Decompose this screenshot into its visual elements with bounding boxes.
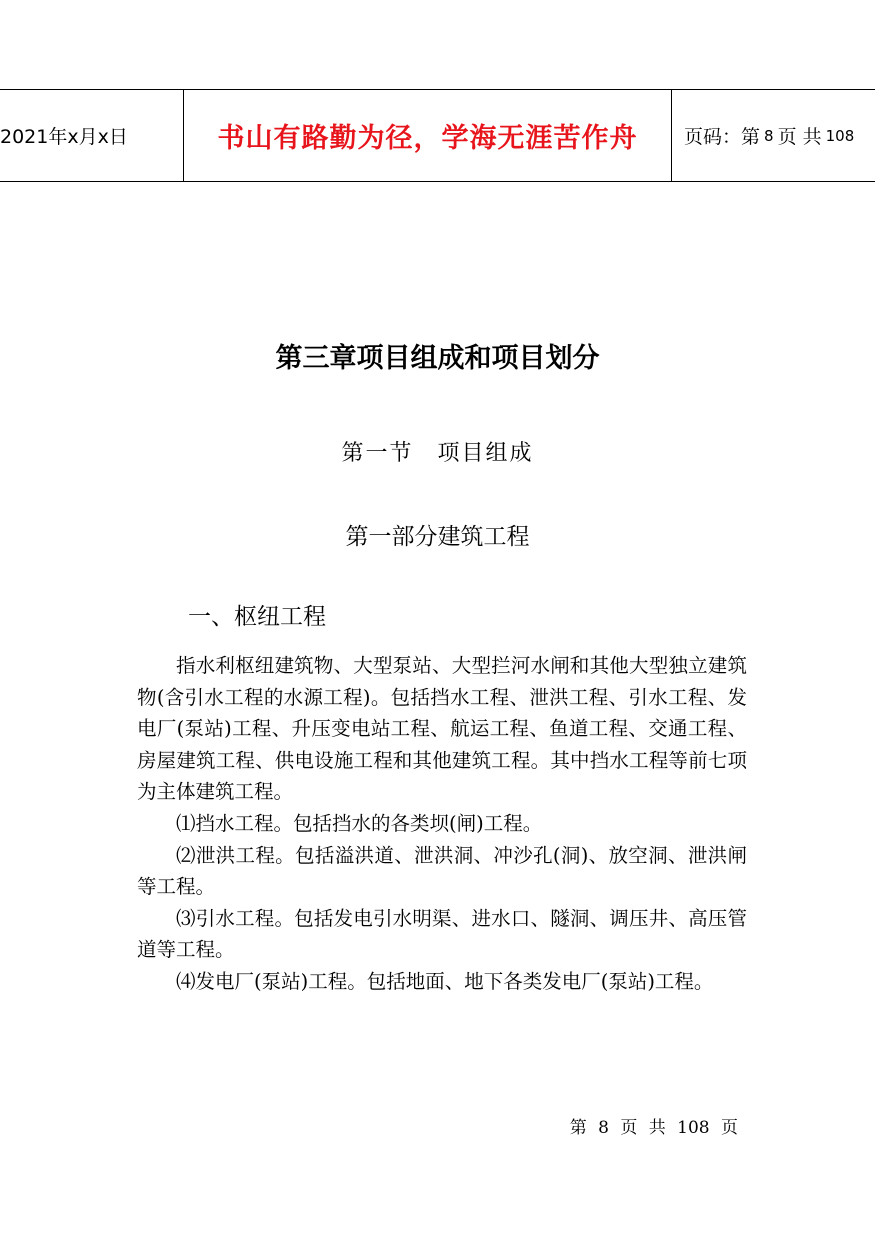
header-motto: 书山有路勤为径，学海无涯苦作舟 <box>184 90 672 181</box>
paragraph: ⑶引水工程。包括发电引水明渠、进水口、隧洞、调压井、高压管道等工程。 <box>137 906 747 962</box>
paragraph: ⑴挡水工程。包括挡水的各类坝(闸)工程。 <box>176 811 543 835</box>
section-title: 第一节 项目组成 <box>341 441 534 466</box>
page-current: 8 <box>764 126 774 145</box>
paragraph: ⑵泄洪工程。包括溢洪道、泄洪洞、冲沙孔(洞)、放空洞、泄洪闸等工程。 <box>137 843 747 899</box>
page-header <box>0 89 875 182</box>
page-footer: 第 8 页 共 108 页 <box>569 1118 738 1138</box>
paragraph: ⑷发电厂(泵站)工程。包括地面、地下各类发电厂(泵站)工程。 <box>176 969 714 993</box>
header-date: 2021年x月x日 <box>0 90 184 181</box>
header-page-number <box>672 90 875 181</box>
page-label-prefix: 页码：第 <box>684 126 761 148</box>
page-total: 108 <box>825 126 855 145</box>
page-label-middle: 页 共 <box>777 126 822 148</box>
chapter-title: 第三章项目组成和项目划分 <box>275 343 600 374</box>
item-heading: 一、枢纽工程 <box>188 604 326 630</box>
paragraph: 指水利枢纽建筑物、大型泵站、大型拦河水闸和其他大型独立建筑物(含引水工程的水源工程)。包括挡水工程、泄洪工程、引水工程、发电厂(泵站)工程、升压变电站工程、航运工程、鱼道工程、交通工程、房屋建筑工程、供电设施工程和其他建筑工程。其中挡水工程等前七项为主体建筑工程。 <box>137 654 747 804</box>
body-text <box>137 650 747 998</box>
part-title: 第一部分建筑工程 <box>345 524 530 550</box>
